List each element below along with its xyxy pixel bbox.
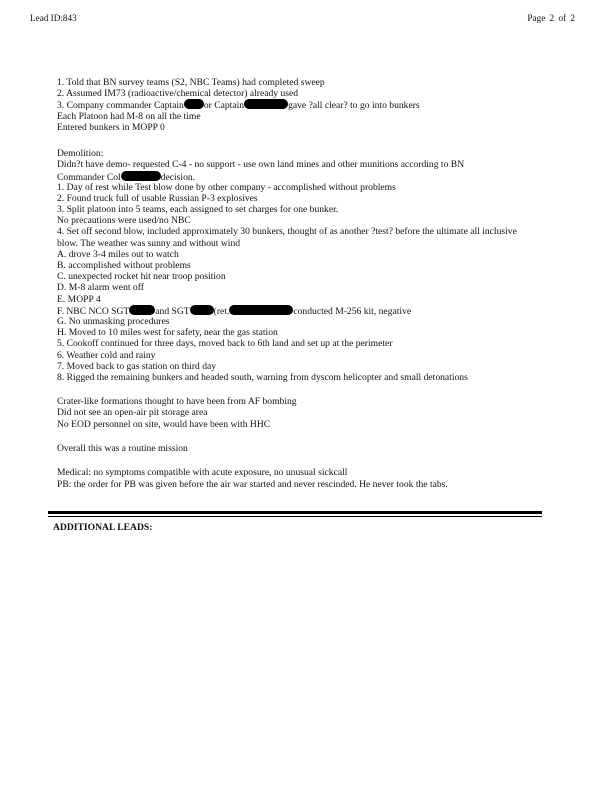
list-item: H. Moved to 10 miles west for safety, near the gas station [57, 327, 278, 339]
summary-line: Overall this was a routine mission [57, 443, 188, 454]
list-item: 5. Cookoff continued for three days, moved back to 6th land and set up at the perimeter [57, 338, 393, 350]
list-item: 3. Split platoon into 5 teams, each assigned to set charges for one bunker. [57, 204, 339, 216]
text-fragment: 3. Company commander Captain [57, 100, 184, 112]
text-fragment: gave ?all clear? to go into bunkers [288, 100, 420, 112]
list-item: 4. Set off second blow, included approximately 30 bunkers, thought of as another ?test? before the ultimate all inclusive [57, 226, 517, 238]
redaction-mark [184, 99, 204, 109]
text-fragment: (ret. [213, 305, 230, 317]
redaction-mark [190, 305, 214, 315]
list-item: A. drove 3-4 miles out to watch [57, 248, 179, 260]
page-number: Page 2 of 2 [527, 13, 575, 23]
list-item: D. M-8 alarm went off [57, 282, 144, 294]
redaction-mark [129, 305, 155, 315]
note-line: Crater-like formations thought to have been from AF bombing [57, 396, 297, 408]
additional-leads-heading: ADDITIONAL LEADS: [53, 522, 153, 533]
medical-line: Medical: no symptoms compatible with acute exposure, no unusual sickcall [57, 467, 348, 479]
list-item: 1. Told that BN survey teams (S2, NBC Teams) had completed sweep [57, 77, 325, 88]
divider [48, 516, 542, 517]
divider [48, 511, 542, 514]
list-item: B. accomplished without problems [57, 260, 191, 271]
text-fragment: conducted M-256 kit, negative [293, 305, 412, 317]
list-item: C. unexpected rocket hit near troop position [57, 271, 226, 283]
list-item: Didn?t have demo- requested C-4 - no support - use own land mines and other munitions according to BN [57, 159, 465, 171]
text-fragment: and SGT [155, 305, 190, 317]
list-item: No precautions were used/no NBC [57, 215, 191, 227]
medical-line: PB: the order for PB was given before the air war started and never rescinded. He never took the tabs. [57, 478, 448, 490]
text-fragment: decision. [160, 171, 196, 183]
list-item: 7. Moved back to gas station on third day [57, 360, 217, 372]
note-line: No EOD personnel on site, would have been with HHC [57, 418, 271, 430]
list-item: Entered bunkers in MOPP 0 [57, 121, 165, 133]
note-line: Did not see an open-air pit storage area [57, 407, 208, 419]
list-item [57, 171, 557, 182]
list-item: G. No unmasking procedures [57, 315, 170, 327]
document-body [57, 77, 557, 490]
list-item [57, 99, 557, 110]
lead-id: Lead ID:843 [30, 13, 77, 23]
list-item: 2. Found truck full of usable Russian P-3 explosives [57, 192, 258, 204]
redaction-mark [121, 171, 161, 181]
redaction-mark [229, 305, 293, 315]
list-item: 8. Rigged the remaining bunkers and headed south, warning from dyscom helicopter and small detonations [57, 371, 468, 383]
list-item: blow. The weather was sunny and without wind [57, 237, 241, 249]
list-item: 6. Weather cold and rainy [57, 349, 156, 361]
redaction-mark [244, 99, 288, 109]
list-item: E. MOPP 4 [57, 293, 101, 305]
text-fragment: Commander Col [57, 171, 121, 183]
list-item: 2. Assumed IM73 (radioactive/chemical detector) already used [57, 88, 299, 100]
list-item [57, 305, 557, 316]
text-fragment: F. NBC NCO SGT [57, 305, 130, 317]
list-item: Each Platoon had M-8 on all the time [57, 110, 201, 122]
list-item: 1. Day of rest while Test blow done by other company - accomplished without problems [57, 181, 396, 193]
text-fragment: or Captain [203, 100, 245, 112]
section-title: Demolition: [57, 148, 104, 160]
